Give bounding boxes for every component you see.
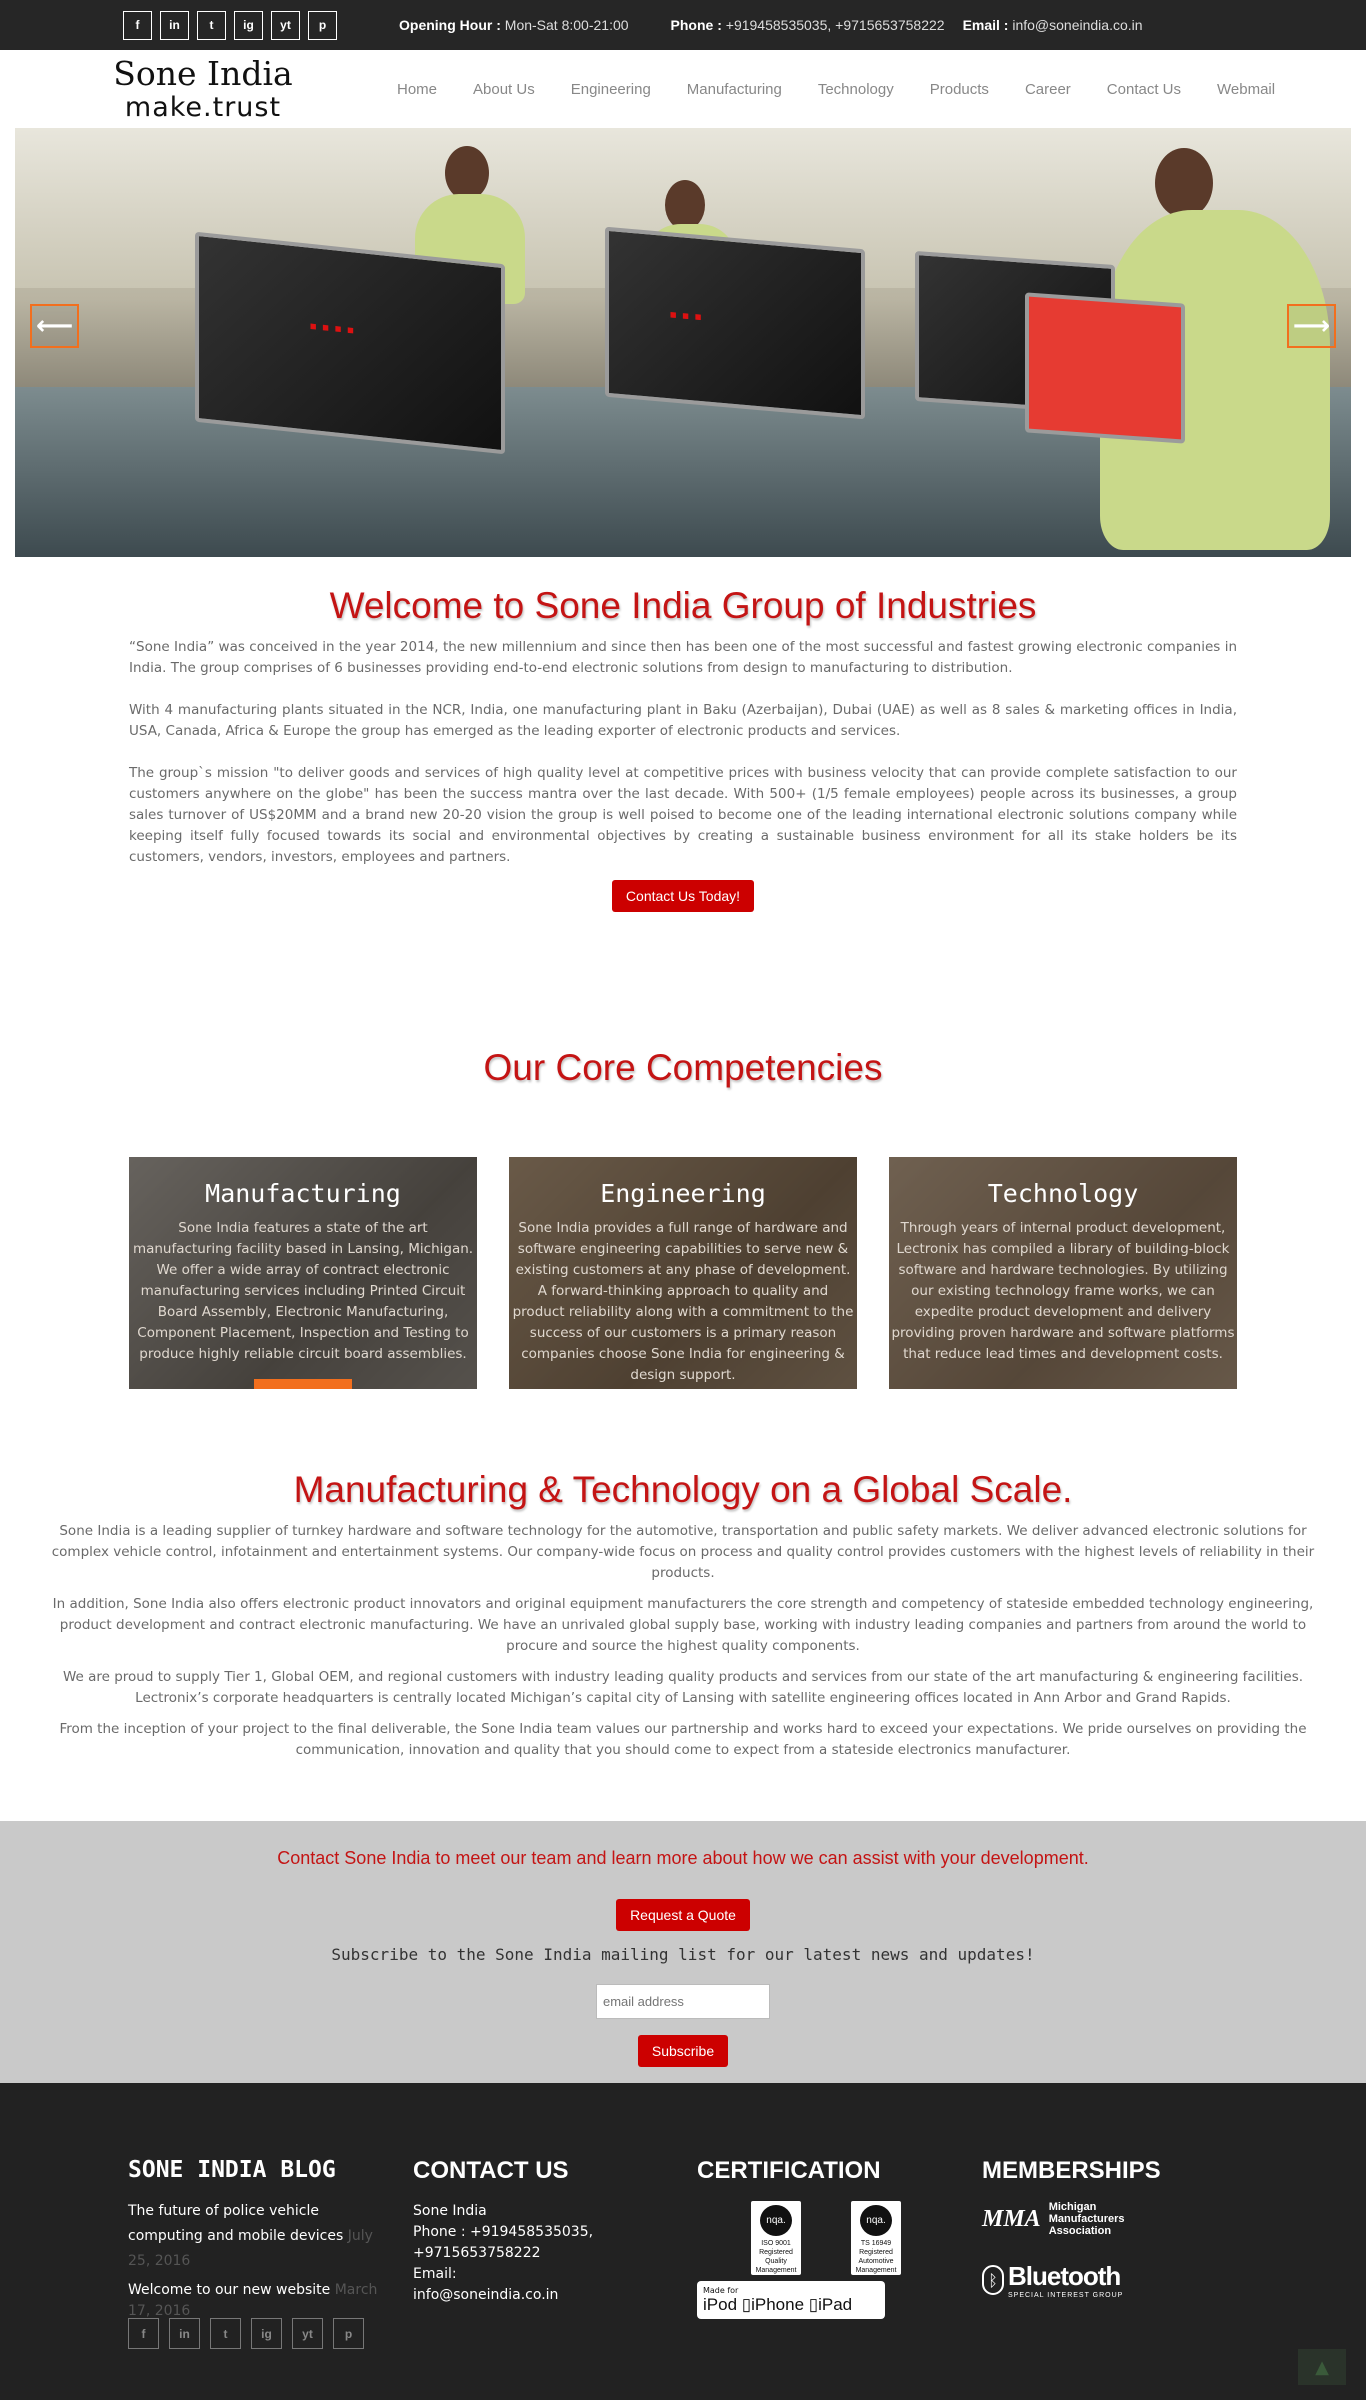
made-for-apple-badge (697, 2281, 885, 2319)
cert-badges (751, 2201, 947, 2275)
blog-title: SONE INDIA BLOG (128, 2157, 336, 2183)
footer-certification (697, 2157, 947, 2319)
nav-technology[interactable]: Technology (817, 80, 894, 98)
cert-kind: Quality Management (755, 2258, 797, 2274)
contact-email[interactable]: info@soneindia.co.in (413, 2287, 559, 2303)
slider-prev-button[interactable]: ⟵ (30, 304, 79, 348)
global-scale-section (0, 1389, 1366, 1821)
opening-hours: Opening Hour : Mon-Sat 8:00-21:00 (399, 17, 629, 33)
linkedin-icon[interactable]: in (160, 11, 189, 40)
footer-social (128, 2318, 378, 2349)
bluetooth-name: Bluetooth (1008, 2261, 1121, 2291)
global-paragraph: Sone India is a leading supplier of turnkey hardware and software technology for the automotive, transportation and public safety markets. We deliver advanced electronic solutions for complex vehicle control, infotainment and entertainment systems. Our company-wide focus on process and quality control provides customers with the highest levels of reliability in their products. (51, 1523, 1315, 1581)
mma-name: Michigan Manufacturers Association (1048, 2201, 1125, 2237)
subscribe-text: Subscribe to the Sone India mailing list for our latest news and updates! (331, 1945, 1035, 1964)
card-text: Sone India provides a full range of hardware and software engineering capabilities to serve new & existing customers at any phase of development. A forward-thinking approach to quality and product reliability along with a commitment to the success of our customers is a primary reason companies choose Sone India for engineering & design support. (512, 1220, 854, 1383)
mma-mark: MMA (982, 2205, 1041, 2232)
instagram-icon[interactable]: ig (234, 11, 263, 40)
slider-next-button[interactable]: ⟶ (1287, 304, 1336, 348)
blog-item-title[interactable]: Welcome to our new website (128, 2282, 331, 2298)
facebook-icon[interactable]: f (128, 2318, 159, 2349)
cert-kind: Automotive Management (855, 2258, 897, 2274)
welcome-paragraph: The group`s mission "to deliver goods and services of high quality level at competitive prices with business velocity that can provide complete satisfaction to our customers anywhere on the globe" has been the success mantra over the last decade. With 500+ (1/5 female employees) people across its businesses, a group sales turnover of US$20MM and a brand new 20-20 vision the group is well poised to become one of the leading international electronic solutions company while keeping itself fully focused towards its social and environmental objectives by creating a sustainable business environment for all its stake holders be its customers, vendors, investors, employees and partners. (129, 765, 1237, 865)
worker-head (1155, 148, 1213, 218)
email-input[interactable] (596, 1984, 770, 2019)
competencies-heading: Our Core Competencies (483, 1047, 883, 1088)
card-title: Manufacturing (205, 1179, 401, 1208)
nav-products[interactable]: Products (929, 80, 989, 98)
card-text: Sone India features a state of the art manufacturing facility based in Lansing, Michigan. We offer a wide array of contract electronic manufacturing services including Printed Circuit Board Assembly, Electronic Manufacturing, Component Placement, Inspection and Testing to produce highly reliable circuit board assemblies. (132, 1220, 474, 1362)
nav-contact-us[interactable]: Contact Us (1106, 80, 1181, 98)
footer (0, 2083, 1366, 2400)
navbar (0, 50, 1366, 128)
card-accent-bar (254, 1379, 352, 1389)
top-bar (0, 0, 1366, 50)
test-monitor: ▪▪▪▪ (195, 232, 505, 455)
bluetooth-icon: ᛒ (982, 2265, 1004, 2295)
social-links (123, 11, 337, 40)
worker-head (665, 180, 705, 230)
contact-email-label: Email: (413, 2266, 457, 2282)
nav-webmail[interactable]: Webmail (1217, 80, 1276, 98)
welcome-section (129, 557, 1237, 912)
nqa-mark: nqa. (760, 2205, 792, 2236)
cert-note: Registered (759, 2249, 793, 2256)
card-engineering[interactable] (509, 1157, 857, 1389)
logo-tagline: make.trust (124, 92, 282, 123)
cert-code: TS 16949 (860, 2240, 892, 2247)
youtube-icon[interactable]: yt (292, 2318, 323, 2349)
iso-9001-badge (751, 2201, 801, 2275)
mma-logo (982, 2201, 1232, 2237)
global-heading: Manufacturing & Technology on a Global Scale. (293, 1469, 1073, 1510)
memberships-title: MEMBERSHIPS (982, 2157, 1161, 2184)
contact-lead: Contact Sone India to meet our team and learn more about how we can assist with your development. (277, 1848, 1089, 1868)
footer-memberships (982, 2157, 1232, 2299)
card-text: Through years of internal product development, Lectronix has compiled a library of building-block software and hardware technologies. By utilizing our existing technology frame works, we can expedite product development and delivery providing proven hardware and software platforms that reduce lead times and development costs. (891, 1220, 1235, 1362)
blog-item-date: July 25, 2016 (128, 2228, 373, 2269)
hero-slider (15, 128, 1351, 557)
bluetooth-sig-logo (982, 2261, 1232, 2299)
test-monitor: ▪▪▪ (605, 227, 865, 420)
logo-title: Sone India (113, 54, 293, 93)
contact-title: CONTACT US (413, 2157, 569, 2184)
youtube-icon[interactable]: yt (271, 11, 300, 40)
footer-contact (413, 2157, 633, 2306)
scroll-top-button[interactable]: ▲ (1298, 2349, 1346, 2385)
nav-about-us[interactable]: About Us (473, 80, 535, 98)
welcome-paragraph: With 4 manufacturing plants situated in the NCR, India, one manufacturing plant in Baku (Azerbaijan), Dubai (UAE) as well as 8 sales & marketing offices in India, USA, Canada, Africa & Europe the group has emerged as the leading exporter of electronic products and services. (129, 702, 1237, 739)
linkedin-icon[interactable]: in (169, 2318, 200, 2349)
card-technology[interactable] (889, 1157, 1237, 1389)
request-quote-button[interactable]: Request a Quote (616, 1899, 750, 1931)
facebook-icon[interactable]: f (123, 11, 152, 40)
footer-blog (128, 2157, 378, 2349)
global-paragraph: We are proud to supply Tier 1, Global OEM, and regional customers with industry leading quality products and services from our state of the art manufacturing & engineering facilities. Lectronix’s corporate headquarters is centrally located Michigan’s capital city of Lansing with satellite engineering offices located in Ann Arbor and Grand Rapids. (62, 1669, 1304, 1706)
twitter-icon[interactable]: t (210, 2318, 241, 2349)
apple-devices: iPod ▯iPhone ▯iPad (703, 2294, 853, 2314)
cert-title: CERTIFICATION (697, 2157, 881, 2184)
blog-item[interactable] (128, 2280, 378, 2322)
global-paragraph: In addition, Sone India also offers electronic product innovators and original equipment manufacturers the core strength and competency of stateside embedded technology engineering, product development and contract electronic manufacturing. We have an unrivaled global supply base, working with industry leading companies and partners from around the world to procure and source the highest quality components. (52, 1596, 1314, 1654)
competency-cards (0, 1157, 1366, 1389)
global-paragraph: From the inception of your project to the final deliverable, the Sone India team values our partnership and works hard to exceed your expectations. We pride ourselves on providing the communication, innovation and quality that you should come to expect from a stateside electronics manufacturer. (59, 1721, 1307, 1758)
blog-item-title[interactable]: The future of police vehicle computing and mobile devices (128, 2203, 344, 2244)
nav-manufacturing[interactable]: Manufacturing (686, 80, 782, 98)
top-email: Email : info@soneindia.co.in (962, 17, 1143, 33)
card-manufacturing[interactable] (129, 1157, 477, 1389)
blog-item-date: March 17, 2016 (128, 2282, 378, 2319)
twitter-icon[interactable]: t (197, 11, 226, 40)
site-logo[interactable] (113, 54, 293, 122)
contact-band (0, 1821, 1366, 2083)
card-title: Technology (987, 1179, 1139, 1208)
welcome-heading: Welcome to Sone India Group of Industries (329, 585, 1037, 626)
contact-name: Sone India (413, 2203, 487, 2219)
top-phone: Phone : +919458535035, +9715653758222 (670, 17, 945, 33)
contact-phone: Phone : +919458535035, +9715653758222 (413, 2224, 594, 2261)
nav-career[interactable]: Career (1024, 80, 1071, 98)
nav-engineering[interactable]: Engineering (570, 80, 651, 98)
welcome-paragraph: “Sone India” was conceived in the year 2014, the new millennium and since then has been one of the most successful and fastest growing electronic companies in India. The group comprises of 6 businesses providing end-to-end electronic solutions from design to manufacturing to distribution. (129, 639, 1237, 676)
worker-head (445, 146, 489, 200)
contact-us-button[interactable]: Contact Us Today! (612, 880, 754, 912)
bluetooth-sig: SPECIAL INTEREST GROUP (1008, 2292, 1124, 2299)
nqa-mark: nqa. (860, 2205, 892, 2236)
pinterest-icon[interactable]: p (333, 2318, 364, 2349)
competencies-section (0, 912, 1366, 1389)
test-monitor (1025, 292, 1185, 443)
ts-16949-badge (851, 2201, 901, 2275)
pinterest-icon[interactable]: p (308, 11, 337, 40)
apple-made-for: Made for (703, 2285, 739, 2295)
subscribe-button[interactable]: Subscribe (638, 2035, 728, 2067)
instagram-icon[interactable]: ig (251, 2318, 282, 2349)
main-nav (397, 50, 1311, 128)
blog-item[interactable] (128, 2199, 378, 2274)
card-title: Engineering (600, 1179, 766, 1208)
nav-home[interactable]: Home (397, 80, 438, 98)
membership-logos (982, 2201, 1232, 2299)
cert-code: ISO 9001 (761, 2240, 791, 2247)
cert-note: Registered (859, 2249, 893, 2256)
